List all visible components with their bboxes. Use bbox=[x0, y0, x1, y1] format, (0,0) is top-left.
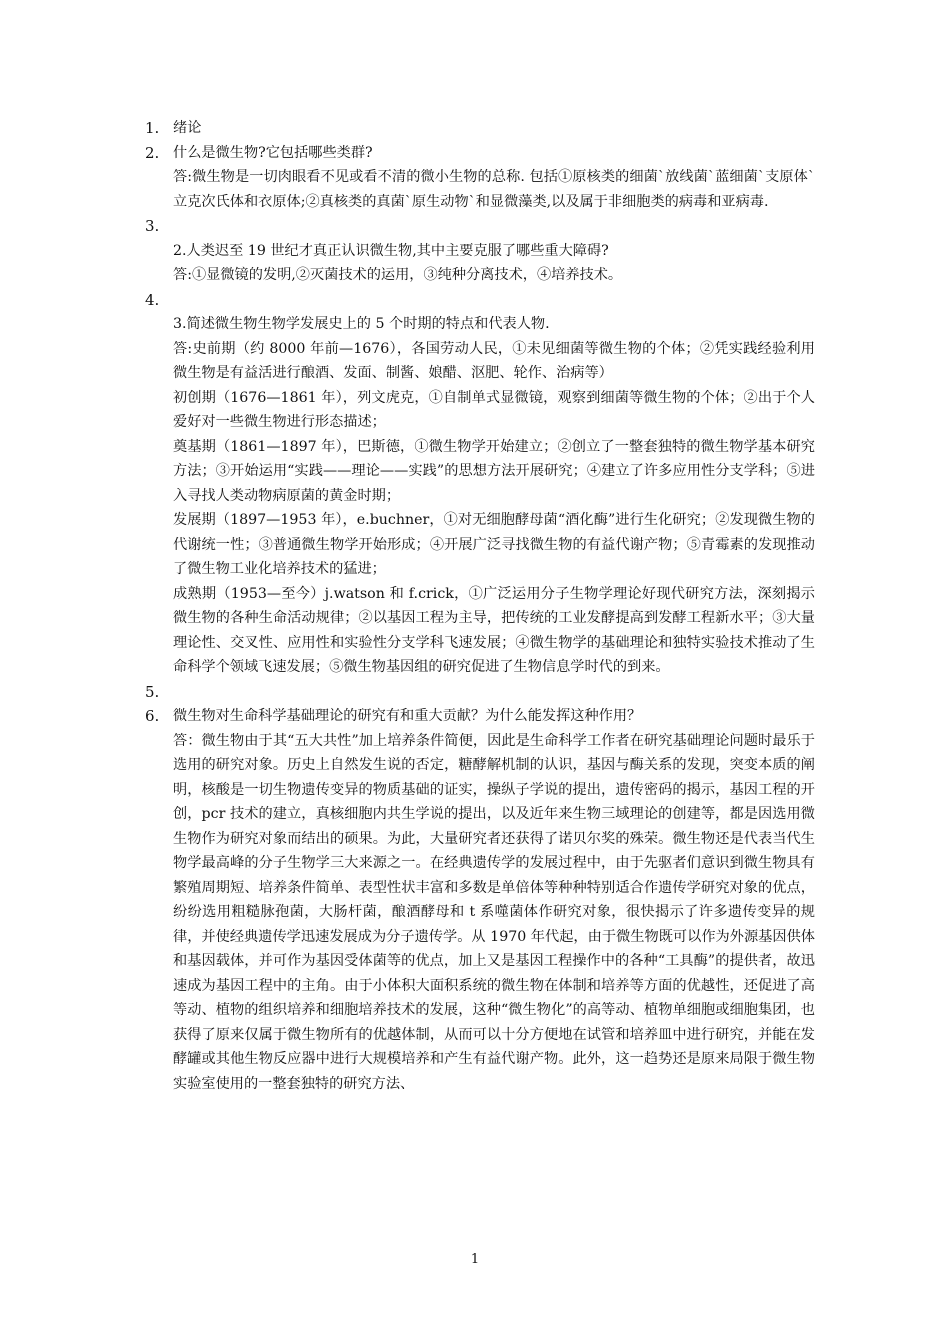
list-item bbox=[145, 116, 815, 141]
list-item bbox=[145, 141, 815, 215]
list-item-number: 6. bbox=[145, 707, 160, 725]
list-item-number: 5. bbox=[145, 682, 160, 701]
paragraph bbox=[173, 288, 815, 313]
list-item bbox=[145, 288, 815, 680]
list-item bbox=[145, 214, 815, 288]
list-item-number: 4. bbox=[145, 290, 160, 309]
list-item-number: 3. bbox=[145, 217, 160, 235]
document-body bbox=[145, 116, 815, 1096]
list-item bbox=[145, 704, 815, 1096]
paragraph: 微生物对生命科学基础理论的研究有和重大贡献？为什么能发挥这种作用？ bbox=[173, 708, 642, 724]
page-number: 1 bbox=[470, 1252, 480, 1267]
paragraph: 什么是微生物?它包括哪些类群? bbox=[173, 144, 373, 161]
paragraph: 发展期（1897—1953 年），e.buchner，①对无细胞酵母菌“酒化酶”进行生化研究；②发现微生物的代谢统一性；③普通微生物学开始形成；④开展广泛寻找微生物的有益代谢产物；⑤青霉素的发现推动了微生物工业化培养技术的猛进； bbox=[173, 512, 815, 577]
paragraph: 绪论 bbox=[173, 120, 202, 136]
paragraph: 答：微生物由于其“五大共性”加上培养条件简便，因此是生命科学工作者在研究基础理论问题时最乐于选用的研究对象。历史上自然发生说的否定，糖酵解机制的认识，基因与酶关系的发现，突变本质的阐明，核酸是一切生物遗传变异的物质基础的证实，操纵子学说的提出，遗传密码的揭示，基因工程的开创，pcr 技术的建立，真核细胞内共生学说的提出，以及近年来生物三域理论的创建等，都是因选用微生物作为研究对象而结出的硕果。为此，大量研究者还获得了诺贝尔奖的殊荣。微生物还是代表当代生物学最高峰的分子生物学三大来源之一。在经典遗传学的发展过程中，由于先驱者们意识到微生物具有繁殖周期短、培养条件简单、表型性状丰富和多数是单倍体等种种特别适合作遗传学研究对象的优点，纷纷选用粗糙脉孢菌，大肠杆菌，酿酒酵母和 t 系噬菌体作研究对象，很快揭示了许多遗传变异的规律，并使经典遗传学迅速发展成为分子遗传学。从 1970 年代起，由于微生物既可以作为外源基因供体和基因载体，并可作为基因受体菌等的优点，加上又是基因工程操作中的各种“工具酶”的提供者，故迅速成为基因工程中的主角。由于小体积大面积系统的微生物在体制和培养等方面的优越性，还促进了高等动、植物的组织培养和细胞培养技术的发展，这种“微生物化”的高等动、植物单细胞或细胞集团，也获得了原来仅属于微生物所有的优越体制，从而可以十分方便地在试管和培养皿中进行研究，并能在发酵罐或其他生物反应器中进行大规模培养和产生有益代谢产物。此外，这一趋势还是原来局限于微生物实验室使用的一整套独特的研究方法、 bbox=[173, 732, 815, 1092]
paragraph bbox=[173, 680, 815, 705]
paragraph: 初创期（1676—1861 年），列文虎克，①自制单式显微镜，观察到细菌等微生物的个体；②出于个人爱好对一些微生物进行形态描述； bbox=[173, 389, 815, 430]
list-item bbox=[145, 680, 815, 705]
paragraph: 成熟期（1953—至今）j.watson 和 f.crick，①广泛运用分子生物学理论好现代研究方法，深刻揭示微生物的各种生命活动规律；②以基因工程为主导，把传统的工业发酵提高到发酵工程新水平；③大量理论性、交叉性、应用性和实验性分支学科飞速发展；④微生物学的基础理论和独特实验技术推动了生命科学个领域飞速发展；⑤微生物基因组的研究促进了生物信息学时代的到来。 bbox=[173, 585, 815, 675]
list-item-number: 2. bbox=[145, 143, 160, 162]
list-item-number: 1. bbox=[145, 119, 160, 137]
paragraph: 3.简述微生物生物学发展史上的 5 个时期的特点和代表人物. bbox=[173, 316, 550, 332]
paragraph: 答:微生物是一切肉眼看不见或看不清的微小生物的总称. 包括①原核类的细菌`放线菌`蓝细菌`支原体`立克次氏体和衣原体;②真核类的真菌`原生动物`和显微藻类,以及属于非细胞类的病毒和亚病毒. bbox=[173, 169, 815, 210]
paragraph: 2.人类迟至 19 世纪才真正认识微生物,其中主要克服了哪些重大障碍? bbox=[173, 242, 609, 259]
paragraph: 奠基期（1861—1897 年），巴斯德，①微生物学开始建立；②创立了一整套独特的微生物学基本研究方法；③开始运用“实践——理论——实践”的思想方法开展研究；④建立了许多应用性分支学科；⑤进入寻找人类动物病原菌的黄金时期； bbox=[173, 438, 815, 504]
paragraph: 答:史前期（约 8000 年前—1676），各国劳动人民，①未见细菌等微生物的个体；②凭实践经验利用微生物是有益活进行酿酒、发面、制酱、娘醋、沤肥、轮作、治病等） bbox=[173, 340, 815, 381]
paragraph: 答:①显微镜的发明,②灭菌技术的运用，③纯种分离技术，④培养技术。 bbox=[173, 267, 623, 283]
paragraph bbox=[173, 214, 815, 239]
